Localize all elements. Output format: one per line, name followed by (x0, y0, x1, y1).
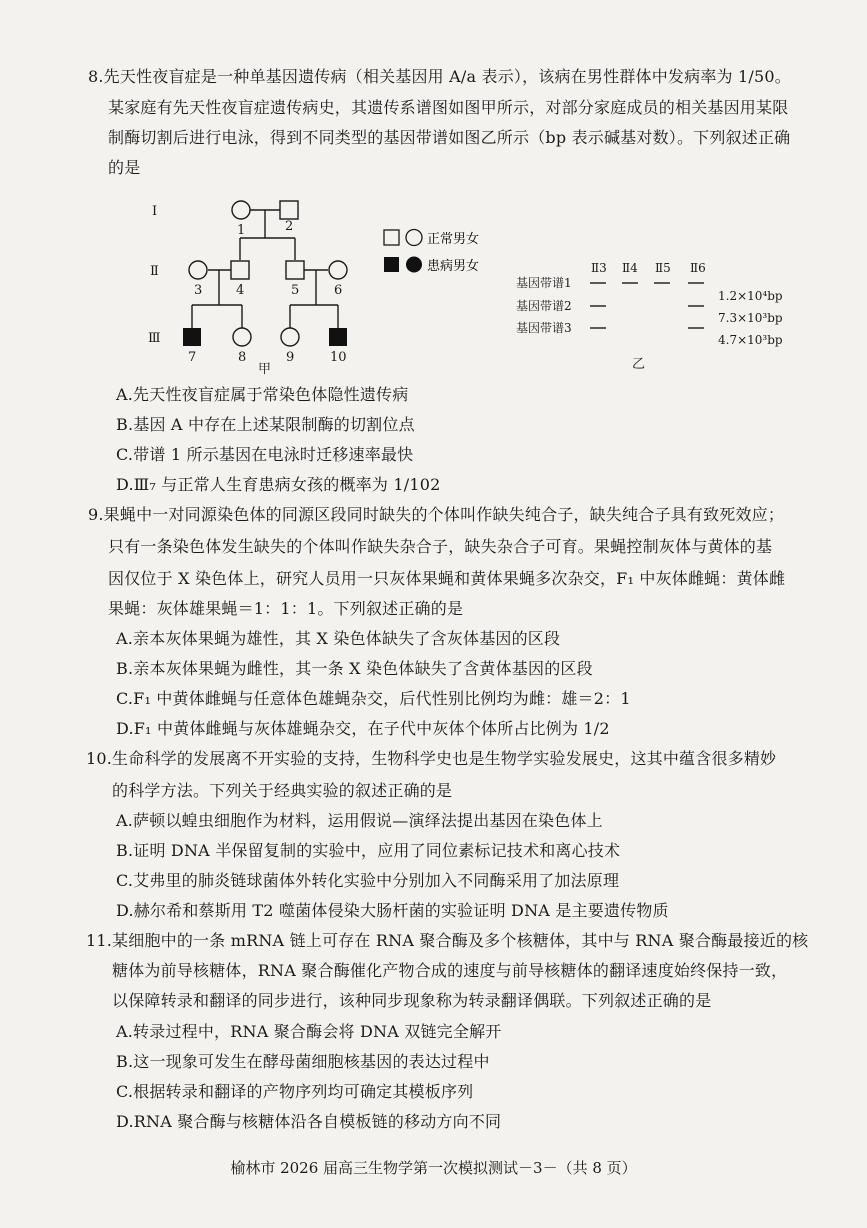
band-label: 基因带谱1 (516, 276, 572, 290)
q8-stem-line: 某家庭有先天性夜盲症遗传病史，其遗传系谱图如图甲所示，对部分家庭成员的相关基因用某限 (108, 98, 789, 117)
q11-option-a[interactable]: A.转录过程中，RNA 聚合酶会将 DNA 双链完全解开 (116, 1022, 502, 1041)
legend-affected-label: 患病男女 (427, 259, 480, 274)
lane-label: Ⅱ6 (690, 261, 706, 275)
member-number: 4 (236, 283, 245, 298)
q11-option-c[interactable]: C.根据转录和翻译的产物序列均可确定其模板序列 (116, 1082, 474, 1101)
lane-label: Ⅱ3 (591, 261, 607, 275)
q11-option-b[interactable]: B.这一现象可发生在酵母菌细胞核基因的表达过程中 (116, 1052, 490, 1071)
legend-normal-label: 正常男女 (427, 232, 480, 247)
q9-stem-line: 果蝇：灰体雄果蝇＝1：1：1。下列叙述正确的是 (108, 599, 464, 618)
lane-label: Ⅱ4 (622, 261, 638, 275)
page-footer: 榆林市 2026 届高三生物学第一次模拟测试－3－（共 8 页） (230, 1159, 637, 1177)
member-number: 8 (238, 350, 247, 365)
q11-stem-line: 以保障转录和翻译的同步进行，该种同步现象称为转录翻译偶联。下列叙述正确的是 (112, 991, 712, 1010)
member-number: 7 (188, 350, 197, 365)
lane-label: Ⅱ5 (655, 261, 671, 275)
generation-label: Ⅱ (150, 264, 159, 279)
q9-stem-line: 9.果蝇中一对同源染色体的同源区段同时缺失的个体叫作缺失纯合子，缺失纯合子具有致死效应； (88, 505, 785, 524)
q8-stem-line: 8.先天性夜盲症是一种单基因遗传病（相关基因用 A/a 表示），该病在男性群体中发病率为 1/50。 (88, 67, 791, 86)
q8-option-d[interactable]: D.Ⅲ₇ 与正常人生育患病女孩的概率为 1/102 (116, 475, 441, 494)
band-size: 1.2×10⁴bp (718, 289, 783, 303)
member-number: 1 (237, 223, 246, 238)
q8-option-a[interactable]: A.先天性夜盲症属于常染色体隐性遗传病 (116, 385, 409, 404)
q9-option-b[interactable]: B.亲本灰体果蝇为雌性，其一条 X 染色体缺失了含黄体基因的区段 (116, 659, 593, 678)
pedigree-diagram (140, 190, 510, 376)
q8-stem-line: 的是 (108, 158, 141, 177)
member-number: 3 (194, 283, 203, 298)
q10-stem-line: 10.生命科学的发展离不开实验的支持，生物科学史也是生物学实验发展史，这其中蕴含很多精妙 (86, 749, 777, 768)
band-size: 7.3×10³bp (718, 311, 783, 325)
generation-label: Ⅲ (148, 331, 161, 346)
member-number: 2 (285, 219, 294, 234)
q10-option-a[interactable]: A.萨顿以蝗虫细胞作为材料，运用假说—演绎法提出基因在染色体上 (116, 811, 603, 830)
q10-stem-line: 的科学方法。下列关于经典实验的叙述正确的是 (112, 781, 453, 800)
q9-option-c[interactable]: C.F₁ 中黄体雌蝇与任意体色雄蝇杂交，后代性别比例均为雌：雄＝2：1 (116, 689, 631, 708)
q10-option-c[interactable]: C.艾弗里的肺炎链球菌体外转化实验中分别加入不同酶采用了加法原理 (116, 871, 620, 890)
q9-option-a[interactable]: A.亲本灰体果蝇为雄性，其 X 染色体缺失了含灰体基因的区段 (116, 629, 561, 648)
member-number: 6 (334, 283, 343, 298)
generation-label: Ⅰ (152, 204, 158, 219)
member-number: 5 (291, 283, 300, 298)
band-size: 4.7×10³bp (718, 333, 783, 347)
q11-option-d[interactable]: D.RNA 聚合酶与核糖体沿各自模板链的移动方向不同 (116, 1112, 502, 1131)
member-number: 10 (330, 350, 347, 365)
q8-stem-line: 制酶切割后进行电泳，得到不同类型的基因带谱如图乙所示（bp 表示碱基对数）。下列叙述正确 (108, 128, 791, 147)
q10-option-b[interactable]: B.证明 DNA 半保留复制的实验中，应用了同位素标记技术和离心技术 (116, 841, 621, 860)
q11-stem-line: 11.某细胞中的一条 mRNA 链上可存在 RNA 聚合酶及多个核糖体，其中与 RNA 聚合酶最接近的核 (86, 931, 809, 950)
band-label: 基因带谱2 (516, 299, 572, 313)
member-number: 9 (286, 350, 295, 365)
q10-option-d[interactable]: D.赫尔希和蔡斯用 T2 噬菌体侵染大肠杆菌的实验证明 DNA 是主要遗传物质 (116, 901, 669, 920)
q8-option-b[interactable]: B.基因 A 中存在上述某限制酶的切割位点 (116, 415, 415, 434)
q11-stem-line: 糖体为前导核糖体，RNA 聚合酶催化产物合成的速度与前导核糖体的翻译速度始终保持一致， (112, 961, 788, 980)
q9-stem-line: 只有一条染色体发生缺失的个体叫作缺失杂合子，缺失杂合子可育。果蝇控制灰体与黄体的基 (108, 537, 773, 556)
band-label: 基因带谱3 (516, 321, 572, 335)
pedigree-legend (384, 230, 479, 275)
electrophoresis-diagram (512, 254, 802, 374)
q9-stem-line: 因仅位于 X 染色体上，研究人员用一只灰体果蝇和黄体果蝇多次杂交，F₁ 中灰体雌蝇：黄体雌 (108, 569, 786, 588)
figure-caption-yi: 乙 (632, 357, 646, 372)
q9-option-d[interactable]: D.F₁ 中黄体雌蝇与灰体雄蝇杂交，在子代中灰体个体所占比例为 1/2 (116, 719, 610, 738)
figure-caption-jia: 甲 (258, 362, 272, 376)
q8-option-c[interactable]: C.带谱 1 所示基因在电泳时迁移速率最快 (116, 445, 414, 464)
